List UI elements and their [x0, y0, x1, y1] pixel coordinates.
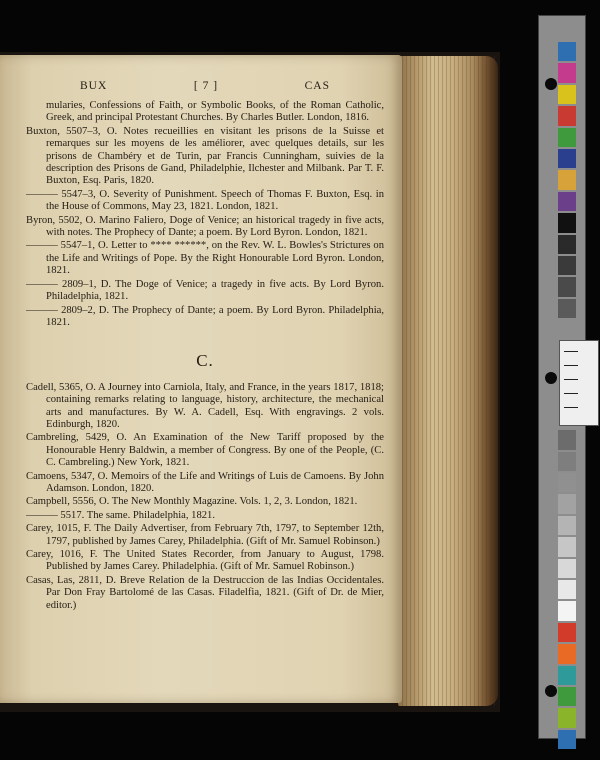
catalog-entry: ——— 5517. The same. Philadelphia, 1821. — [26, 509, 215, 521]
catalog-entry: Cadell, 5365, O. A Journey into Carniola, Italy, and France, in the years 1817, 1818; containing remarks relating to language, history, architecture, the mechanical arts and manufactures. By W. A. Cadell, Esq. With engravings. 2 vols. Edinburgh, 1820. — [26, 381, 384, 430]
color-swatch — [558, 63, 576, 82]
color-swatch — [558, 235, 576, 254]
color-swatch — [558, 687, 576, 706]
catalog-entry: Campbell, 5556, O. The New Monthly Magazine. Vols. 1, 2, 3. London, 1821. — [26, 496, 358, 508]
page-number: [ 7 ] — [193, 80, 219, 92]
color-swatch — [558, 299, 576, 318]
color-swatch — [558, 601, 576, 620]
catalog-entry: Byron, 5502, O. Marino Faliero, Doge of Venice; an historical tragedy in five acts, with notes. The Prophecy of Dante; a poem. By Lord Byron. London, 1821. — [26, 214, 384, 239]
catalog-entry: Carey, 1016, F. The United States Recorder, from January to August, 1798. Published by James Carey. Philadelphia. (Gift of Mr. Samuel Robinson.) — [26, 549, 384, 573]
color-swatch — [558, 42, 576, 61]
color-swatch — [558, 537, 576, 556]
catalog-entry: Camoens, 5347, O. Memoirs of the Life and Writings of Luis de Camoens. By John Adamson. London, 1820. — [26, 470, 384, 494]
color-swatch — [558, 277, 576, 296]
catalog-entry: ——— 2809–1, D. The Doge of Venice; a tragedy in five acts. By Lord Byron. Philadelphia, 1821. — [26, 278, 384, 303]
catalog-entry: Carey, 1015, F. The Daily Advertiser, from February 7th, 1797, to September 12th, 1797, published by James Carey, Philadelphia. (Gift of Mr. Samuel Robinson.) — [26, 523, 384, 547]
color-swatch — [558, 170, 576, 189]
color-swatch — [558, 192, 576, 211]
entries-c — [26, 382, 384, 612]
color-swatch — [558, 516, 576, 535]
target-hole — [545, 685, 557, 697]
color-swatch — [558, 708, 576, 727]
catalog-entry: Casas, Las, 2811, D. Breve Relation de la Destruccion de las Indias Occidentales. Par Don Fray Bartolomé de las Casas. Filadelfia, 1821. (Gift of Dr. de Mier, editor.) — [26, 574, 384, 611]
color-swatch — [558, 213, 576, 232]
target-hole — [545, 78, 557, 90]
color-swatch — [558, 149, 576, 168]
catalog-entry: mularies, Confessions of Faith, or Symbolic Books, of the Roman Catholic, Greek, and principal Protestant Churches. By Charles Butler. London, 1816. — [46, 100, 384, 124]
color-swatch — [558, 494, 576, 513]
catalog-entry: ——— 2809–2, D. The Prophecy of Dante; a poem. By Lord Byron. Philadelphia, 1821. — [26, 304, 384, 328]
color-swatch — [558, 473, 576, 492]
color-swatch — [558, 128, 576, 147]
catalog-entry: ——— 5547–3, O. Severity of Punishment. Speech of Thomas F. Buxton, Esq. in the House of Commons, May 23, 1821. London, 1821. — [26, 188, 384, 213]
catalog-entry: Cambreling, 5429, O. An Examination of the New Tariff proposed by the Honourable Henry Baldwin, a member of Congress. By one of the People, (C. C. Cambreling.) New York, 1821. — [26, 432, 384, 469]
header-right: CAS — [304, 80, 330, 92]
target-hole — [545, 372, 557, 384]
header-left: BUX — [80, 80, 108, 92]
color-swatch — [558, 430, 576, 449]
color-swatch — [558, 666, 576, 685]
color-swatch — [558, 623, 576, 642]
color-swatch — [558, 106, 576, 125]
catalog-entries — [26, 100, 384, 613]
catalog-entry: ——— 5547–1, O. Letter to **** ******, on the Rev. W. L. Bowles's Strictures on the Life and Writings of Pope. By the Right Honourable Lord Byron. London, 1821. — [26, 240, 384, 277]
color-swatch — [558, 644, 576, 663]
color-swatch — [558, 559, 576, 578]
catalog-entry: Buxton, 5507–3, O. Notes recueillies en visitant les prisons de la Suisse et remarques sur les moyens de les améliorer, avec quelques details, sur les prisons de Chambéry et de Turin, par Francis Cunningham, suivies de la description des Prisons de Gand, Philadelphie, Ilchester and Milbank. Par T. F. Buxton, Esq. Paris, 1820. — [26, 125, 384, 187]
book-page-edges — [398, 56, 498, 706]
color-swatch — [558, 730, 576, 749]
entries-b — [26, 100, 384, 329]
color-swatch — [558, 256, 576, 275]
running-header — [80, 80, 330, 92]
color-swatch — [558, 85, 576, 104]
ruler-scale — [559, 340, 599, 426]
section-letter: C. — [196, 351, 214, 371]
color-swatch — [558, 580, 576, 599]
color-swatch — [558, 452, 576, 471]
